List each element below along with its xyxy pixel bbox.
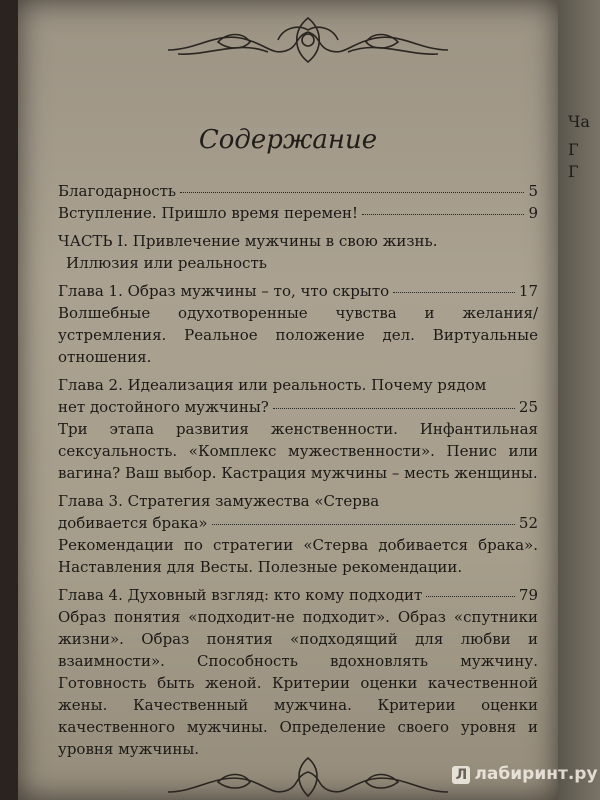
table-of-contents [58,180,538,760]
top-ornament [158,10,458,70]
toc-entry-title: Благодарность [58,182,177,200]
toc-entry-title: Глава 3. Стратегия замужества «Стерва [58,492,380,510]
leader-dots [426,596,515,597]
part-heading-line: Иллюзия или реальность [66,254,267,272]
toc-entry-title-cont: нет достойного мужчины? [58,398,269,416]
toc-entry-title: Глава 2. Идеализация или реальность. Почему рядом [58,376,487,394]
watermark-text: лабиринт.ру [474,764,598,784]
page-title: Содержание [198,125,378,155]
toc-entry-title: Глава 4. Духовный взгляд: кто кому подходит [58,586,423,604]
chapter-2-description: Три этапа развития женственности. Инфантильная сексуальность. «Комплекс мужественности». Пенис или вагина? Ваш выбор. Кастрация мужчины – месть женщины. [58,420,538,482]
toc-page-number: 17 [518,282,538,300]
toc-entry-chapter-4 [58,584,538,606]
adjacent-page-text: Г [568,140,579,159]
chapter-1-description: Волшебные одухотворенные чувства и желания/устремления. Реальное положение дел. Виртуальные отношения. [58,304,538,366]
toc-part-heading [58,230,538,274]
adjacent-page-text: Г [568,162,579,181]
toc-page-number: 25 [518,398,538,416]
adjacent-page-text: Ча [568,112,590,131]
toc-entry-chapter-2 [58,374,538,418]
toc-entry-chapter-3 [58,490,538,534]
adjacent-page [558,0,600,800]
toc-entry-title: Глава 1. Образ мужчины – то, что скрыто [58,282,390,300]
book-page [18,0,558,800]
toc-entry-title: Вступление. Пришло время перемен! [58,204,359,222]
chapter-3-description: Рекомендации по стратегии «Стерва добивается брака». Наставления для Весты. Полезные рекомендации. [58,536,538,576]
toc-page-number: 52 [518,514,538,532]
toc-page-number: 79 [518,586,538,604]
leader-dots [362,214,524,215]
leader-dots [273,408,515,409]
labirint-logo-icon: Л [452,766,470,784]
watermark [450,764,600,784]
leader-dots [393,292,515,293]
toc-entry-chapter-1 [58,280,538,302]
toc-entry-introduction [58,202,538,224]
toc-page-number: 9 [528,204,538,222]
leader-dots [212,524,515,525]
part-heading-line: ЧАСТЬ I. Привлечение мужчины в свою жизнь. [58,232,438,250]
toc-page-number: 5 [528,182,538,200]
toc-entry-acknowledgements [58,180,538,202]
toc-entry-title-cont: добивается брака» [58,514,208,532]
chapter-4-description: Образ понятия «подходит-не подходит». Образ «спутники жизни». Образ понятия «подходящий для любви и взаимности». Способность вдохновлять мужчину. Готовность быть женой. Критерии оценки качественной жены. Качественный мужчина. Критерии оценки качественного мужчины. Определение своего уровня и уровня мужчины. [58,608,538,758]
leader-dots [180,192,524,193]
bottom-ornament [158,752,458,800]
